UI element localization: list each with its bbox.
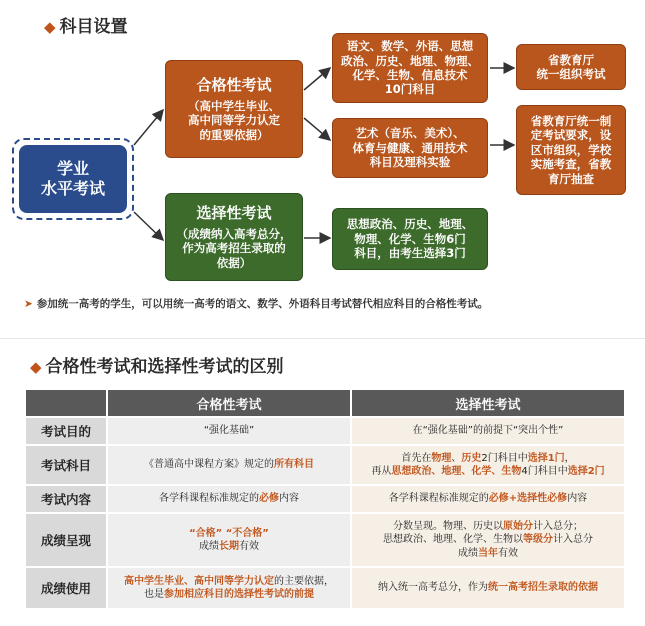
row-label: 考试内容 xyxy=(25,485,107,513)
box-unified-exam: 省教育厅 统一组织考试 xyxy=(516,44,626,90)
cell-line xyxy=(112,458,346,472)
cell-select-exam xyxy=(351,513,625,567)
cell-text: 4门科目中 xyxy=(521,466,568,477)
highlight-text: 思想政治、地理、化学、生物 xyxy=(391,466,522,477)
cell-line xyxy=(112,588,346,602)
cell-select-exam xyxy=(351,567,625,609)
arrow-main-to-select xyxy=(134,212,163,240)
cell-text: 2门科目中 xyxy=(481,452,528,464)
table-body xyxy=(25,417,625,609)
cell-pass-exam xyxy=(107,445,351,485)
cell-text: 的主要依据， xyxy=(274,575,334,587)
highlight-text: 原始分 xyxy=(503,520,533,532)
section-divider xyxy=(0,338,645,339)
cell-text: “强化基础” xyxy=(203,425,255,437)
box-local-exam: 省教育厅统一制 定考试要求，设 区市组织，学校 实施考查，省教 育厅抽查 xyxy=(516,105,626,195)
cell-text: 思想政治、地理、化学、生物以 xyxy=(383,534,523,546)
highlight-text: 选择2门 xyxy=(567,466,605,477)
pass-exam-box: 合格性考试 （高中学生毕业、 高中同等学力认定 的重要依据） xyxy=(165,60,303,158)
cell-text: 再从 xyxy=(371,466,392,477)
cell-text: 成绩 xyxy=(458,547,478,559)
cell-line xyxy=(356,520,620,534)
cell-text: 各学科课程标准规定的 xyxy=(388,493,489,505)
cell-text: 也是 xyxy=(144,589,164,600)
row-label: 成绩使用 xyxy=(25,567,107,609)
highlight-text: “合格” “不合格” xyxy=(189,527,269,539)
cell-text: 内容 xyxy=(279,493,299,505)
cell-line xyxy=(356,424,620,438)
section-title-compare: ◆ 合格性考试和选择性考试的区别 xyxy=(30,357,284,377)
comparison-table xyxy=(24,388,626,610)
arrow-right-icon: ➤ xyxy=(24,298,33,310)
cell-line xyxy=(112,527,346,541)
cell-text: 计入总分 xyxy=(553,534,593,546)
cell-line xyxy=(356,465,620,479)
header-blank xyxy=(25,389,107,417)
comparison-table-wrap xyxy=(24,388,626,610)
cell-text: 各学科课程标准规定的 xyxy=(159,493,259,505)
cell-line xyxy=(356,581,620,595)
highlight-text: 高中学生毕业、高中同等学力认定 xyxy=(124,575,274,587)
highlight-text: 长期 xyxy=(219,541,239,552)
row-label: 考试科目 xyxy=(25,445,107,485)
cell-select-exam xyxy=(351,417,625,445)
cell-pass-exam xyxy=(107,485,351,513)
table-row xyxy=(25,513,625,567)
table-row xyxy=(25,567,625,609)
cell-line xyxy=(112,492,346,506)
highlight-text: 选择1门 xyxy=(527,452,565,464)
cell-select-exam xyxy=(351,445,625,485)
cell-pass-exam xyxy=(107,567,351,609)
highlight-text: 物理 xyxy=(431,452,452,464)
cell-text: 《普通高中课程方案》规定的 xyxy=(144,459,274,471)
cell-text: 成绩 xyxy=(199,541,219,552)
cell-line xyxy=(112,424,346,438)
table-row xyxy=(25,485,625,513)
highlight-text: 参加相应科目的选择性考试的前提 xyxy=(164,589,314,600)
highlight-text: 统一高考招生录取的依据 xyxy=(488,582,598,594)
highlight-text: 必修 xyxy=(259,493,279,505)
main-box-academic-test: 学业 水平考试 xyxy=(19,145,127,213)
arrow-main-to-pass xyxy=(134,110,163,145)
select-exam-box: 选择性考试 （成绩纳入高考总分， 作为高考招生录取的 依据） xyxy=(165,193,303,281)
header-select-exam: 选择性考试 xyxy=(351,389,625,417)
row-label: 考试目的 xyxy=(25,417,107,445)
cell-text: 在“强化基础”的前提下“突出个性” xyxy=(412,425,564,437)
cell-select-exam xyxy=(351,485,625,513)
cell-text: 有效 xyxy=(239,541,259,552)
table-row xyxy=(25,417,625,445)
highlight-text: 等级分 xyxy=(523,534,553,546)
cell-line xyxy=(356,533,620,547)
highlight-text: 当年 xyxy=(478,547,498,559)
header-pass-exam: 合格性考试 xyxy=(107,389,351,417)
cell-text: 纳入统一高考总分，作为 xyxy=(378,582,488,594)
cell-line xyxy=(112,575,346,589)
cell-pass-exam xyxy=(107,417,351,445)
cell-line xyxy=(112,540,346,554)
note-line: ➤ 参加统一高考的学生，可以用统一高考的语文、数学、外语科目考试替代相应科目的合格性考试。 xyxy=(24,298,489,310)
cell-text: 首先在 xyxy=(401,452,432,464)
cell-line xyxy=(356,547,620,561)
table-header-row xyxy=(25,389,625,417)
box-arts-subjects: 艺术（音乐、美术）、 体育与健康、通用技术 科目及理科实验 xyxy=(332,118,488,178)
cell-line xyxy=(356,492,620,506)
cell-text: 内容 xyxy=(567,493,588,505)
cell-text: 、 xyxy=(451,452,462,464)
arrow-pass-to-arts xyxy=(304,118,330,140)
table-row xyxy=(25,445,625,485)
cell-text: ， xyxy=(564,452,575,464)
highlight-text: 历史 xyxy=(461,452,482,464)
highlight-text: 必修+选择性必修 xyxy=(488,493,568,505)
cell-line xyxy=(356,452,620,466)
diamond-icon: ◆ xyxy=(44,18,56,36)
box-6-subjects: 思想政治、历史、地理、 物理、化学、生物6门 科目，由考生选择3门 xyxy=(332,208,488,270)
arrow-pass-to-10 xyxy=(304,68,330,90)
cell-text: 计入总分； xyxy=(533,520,583,532)
box-10-subjects: 语文、数学、外语、思想 政治、历史、地理、物理、 化学、生物、信息技术 10门科目 xyxy=(332,33,488,103)
cell-pass-exam xyxy=(107,513,351,567)
section-title-subjects: ◆ 科目设置 xyxy=(44,17,128,37)
row-label: 成绩呈现 xyxy=(25,513,107,567)
cell-text: 分数呈现。物理、历史以 xyxy=(393,520,503,532)
cell-text: 有效 xyxy=(498,547,518,559)
highlight-text: 所有科目 xyxy=(274,459,314,471)
diamond-icon: ◆ xyxy=(30,358,42,376)
